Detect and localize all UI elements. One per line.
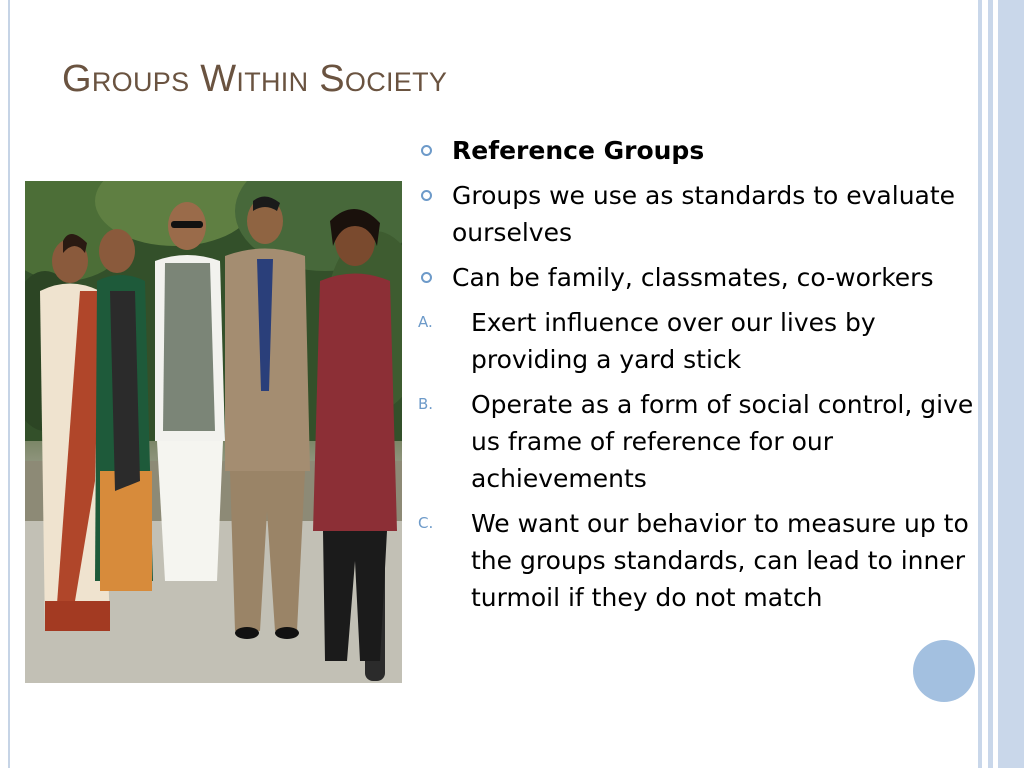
item-text: Operate as a form of social control, give us frame of reference for our achievements bbox=[471, 390, 974, 493]
slide-title: Groups Within Society bbox=[62, 58, 448, 100]
bullet-ring-icon bbox=[418, 177, 446, 214]
bullet-item bbox=[418, 177, 978, 251]
bullet-item bbox=[418, 132, 978, 169]
stripe bbox=[998, 0, 1024, 768]
lettered-item bbox=[418, 304, 978, 378]
bullet-text: Can be family, classmates, co-workers bbox=[452, 263, 934, 292]
lettered-item bbox=[418, 386, 978, 497]
decorative-circle bbox=[913, 640, 975, 702]
item-letter: C. bbox=[418, 514, 434, 532]
item-letter: B. bbox=[418, 395, 434, 413]
bullet-ring-icon bbox=[418, 132, 446, 169]
bullet-ring-icon bbox=[418, 259, 446, 296]
right-decoration-stripes bbox=[978, 0, 1024, 768]
item-text: Exert influence over our lives by providing a yard stick bbox=[471, 308, 876, 374]
item-text: We want our behavior to measure up to the groups standards, can lead to inner turmoil if they do not match bbox=[471, 509, 969, 612]
bullet-text: Reference Groups bbox=[452, 136, 705, 165]
group-photo-illustration bbox=[25, 181, 402, 683]
bullet-item bbox=[418, 259, 978, 296]
group-photo bbox=[25, 181, 402, 683]
bullet-text: Groups we use as standards to evaluate ourselves bbox=[452, 181, 956, 247]
lettered-item bbox=[418, 505, 978, 616]
item-letter: A. bbox=[418, 313, 433, 331]
bullet-list bbox=[418, 132, 978, 624]
left-border-line bbox=[8, 0, 10, 768]
